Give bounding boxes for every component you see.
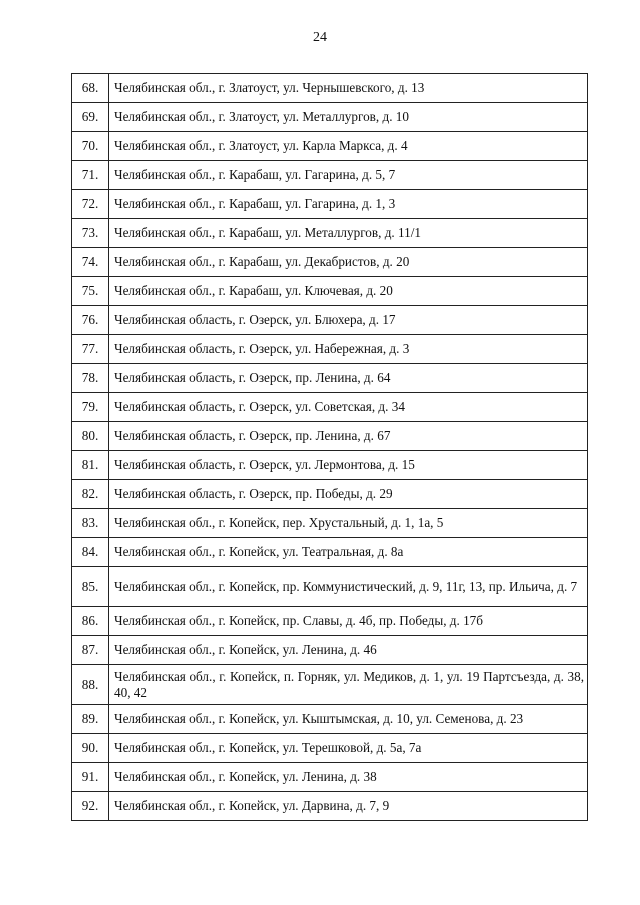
address-cell: Челябинская область, г. Озерск, ул. Блюхера, д. 17: [109, 306, 588, 335]
row-number: 79.: [72, 393, 109, 422]
address-cell: Челябинская область, г. Озерск, ул. Лермонтова, д. 15: [109, 451, 588, 480]
row-number: 87.: [72, 636, 109, 665]
row-number: 68.: [72, 74, 109, 103]
table-row: [72, 607, 588, 636]
table-row: [72, 509, 588, 538]
row-number: 76.: [72, 306, 109, 335]
row-number: 72.: [72, 190, 109, 219]
table-row: [72, 161, 588, 190]
row-number: 75.: [72, 277, 109, 306]
address-cell: Челябинская обл., г. Карабаш, ул. Гагарина, д. 1, 3: [109, 190, 588, 219]
address-cell: Челябинская обл., г. Копейск, ул. Ленина, д. 38: [109, 763, 588, 792]
table-row: [72, 567, 588, 607]
row-number: 83.: [72, 509, 109, 538]
address-table: [71, 73, 588, 821]
row-number: 77.: [72, 335, 109, 364]
table-row: [72, 792, 588, 821]
address-cell: Челябинская обл., г. Копейск, ул. Ленина, д. 46: [109, 636, 588, 665]
row-number: 82.: [72, 480, 109, 509]
table-row: [72, 665, 588, 705]
table-row: [72, 277, 588, 306]
table-row: [72, 335, 588, 364]
table-row: [72, 451, 588, 480]
table-row: [72, 636, 588, 665]
address-cell: Челябинская обл., г. Копейск, ул. Терешковой, д. 5а, 7а: [109, 734, 588, 763]
row-number: 90.: [72, 734, 109, 763]
address-cell: Челябинская обл., г. Копейск, пр. Коммунистический, д. 9, 11г, 13, пр. Ильича, д. 7: [109, 567, 588, 607]
table-row: [72, 219, 588, 248]
table-row: [72, 248, 588, 277]
address-cell: Челябинская обл., г. Златоуст, ул. Металлургов, д. 10: [109, 103, 588, 132]
table-row: [72, 734, 588, 763]
address-cell: Челябинская область, г. Озерск, ул. Советская, д. 34: [109, 393, 588, 422]
table-row: [72, 763, 588, 792]
row-number: 81.: [72, 451, 109, 480]
address-cell: Челябинская обл., г. Копейск, пер. Хрустальный, д. 1, 1а, 5: [109, 509, 588, 538]
row-number: 89.: [72, 705, 109, 734]
address-cell: Челябинская обл., г. Карабаш, ул. Металлургов, д. 11/1: [109, 219, 588, 248]
table-row: [72, 705, 588, 734]
address-cell: Челябинская область, г. Озерск, пр. Ленина, д. 64: [109, 364, 588, 393]
row-number: 85.: [72, 567, 109, 607]
row-number: 88.: [72, 665, 109, 705]
row-number: 73.: [72, 219, 109, 248]
address-cell: Челябинская обл., г. Златоуст, ул. Карла Маркса, д. 4: [109, 132, 588, 161]
address-cell: Челябинская обл., г. Копейск, ул. Театральная, д. 8а: [109, 538, 588, 567]
address-cell: Челябинская обл., г. Златоуст, ул. Чернышевского, д. 13: [109, 74, 588, 103]
table-row: [72, 480, 588, 509]
row-number: 86.: [72, 607, 109, 636]
page-number: 24: [313, 30, 327, 45]
table-row: [72, 74, 588, 103]
address-cell: Челябинская область, г. Озерск, пр. Победы, д. 29: [109, 480, 588, 509]
table-row: [72, 132, 588, 161]
address-cell: Челябинская обл., г. Карабаш, ул. Декабристов, д. 20: [109, 248, 588, 277]
table-row: [72, 306, 588, 335]
table-row: [72, 393, 588, 422]
address-cell: Челябинская область, г. Озерск, пр. Ленина, д. 67: [109, 422, 588, 451]
row-number: 69.: [72, 103, 109, 132]
row-number: 80.: [72, 422, 109, 451]
address-cell: Челябинская обл., г. Карабаш, ул. Ключевая, д. 20: [109, 277, 588, 306]
address-cell: Челябинская обл., г. Копейск, п. Горняк, ул. Медиков, д. 1, ул. 19 Партсъезда, д. 38, 40, 42: [109, 665, 588, 705]
row-number: 78.: [72, 364, 109, 393]
address-cell: Челябинская область, г. Озерск, ул. Набережная, д. 3: [109, 335, 588, 364]
row-number: 84.: [72, 538, 109, 567]
table-row: [72, 538, 588, 567]
table-row: [72, 364, 588, 393]
row-number: 71.: [72, 161, 109, 190]
address-cell: Челябинская обл., г. Копейск, пр. Славы, д. 4б, пр. Победы, д. 17б: [109, 607, 588, 636]
table-row: [72, 422, 588, 451]
table-row: [72, 103, 588, 132]
address-cell: Челябинская обл., г. Копейск, ул. Дарвина, д. 7, 9: [109, 792, 588, 821]
row-number: 74.: [72, 248, 109, 277]
row-number: 91.: [72, 763, 109, 792]
row-number: 70.: [72, 132, 109, 161]
address-cell: Челябинская обл., г. Копейск, ул. Кыштымская, д. 10, ул. Семенова, д. 23: [109, 705, 588, 734]
table-row: [72, 190, 588, 219]
address-cell: Челябинская обл., г. Карабаш, ул. Гагарина, д. 5, 7: [109, 161, 588, 190]
row-number: 92.: [72, 792, 109, 821]
